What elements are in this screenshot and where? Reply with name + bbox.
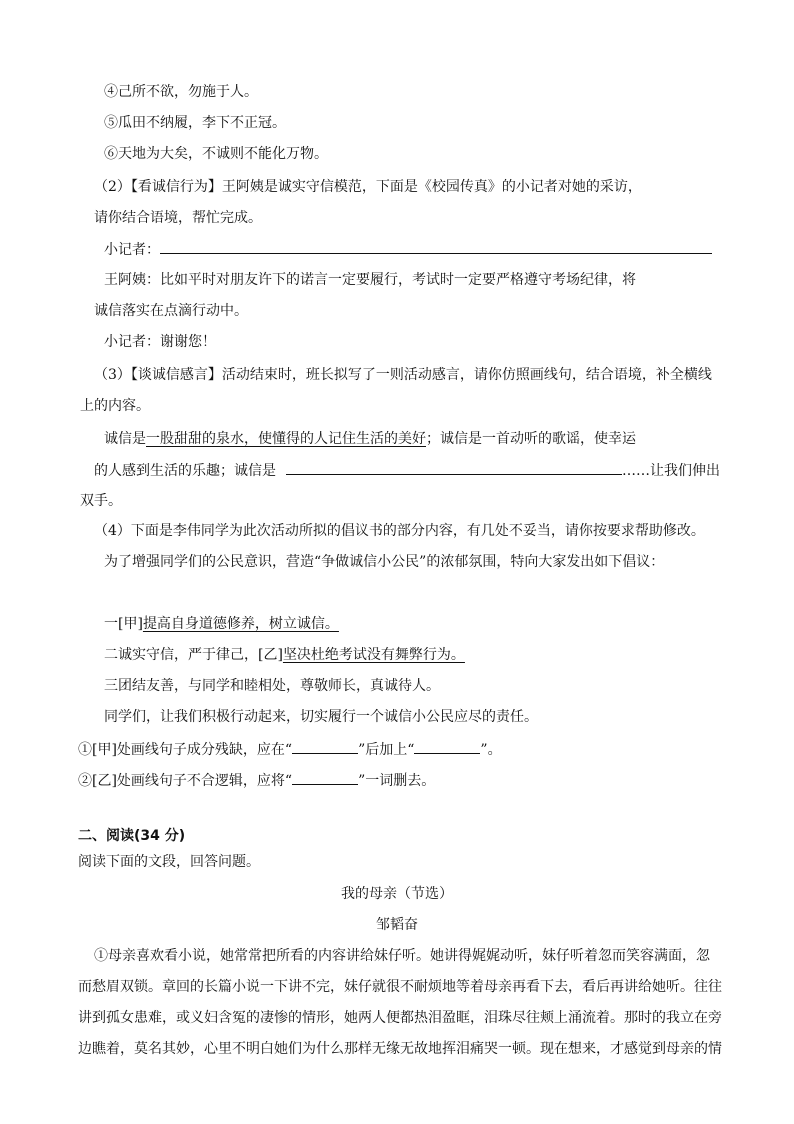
q3-s2-post: ……让我们伸出 bbox=[622, 463, 720, 479]
q4-a1-pre: ①[甲]处画线句子成分残缺，应在“ bbox=[78, 742, 293, 758]
article-title: 我的母亲（节选） bbox=[341, 886, 453, 902]
reporter-answer-blank[interactable] bbox=[160, 239, 712, 254]
q3-line3: 双手。 bbox=[80, 493, 122, 509]
para1-line1: ①母亲喜欢看小说，她常常把所看的内容讲给妹仔听。她讲得娓娓动听，妹仔听着忽而笑容满面，忽 bbox=[94, 948, 710, 964]
q4-answer-2 bbox=[78, 770, 435, 791]
q4-p2-underlined: 坚决杜绝考试没有舞弊行为。 bbox=[282, 647, 465, 663]
para1-line3: 讲到孤女患难，或义妇含冤的凄惨的情形，她两人便都热泪盈眶，泪珠尽往颊上涌流着。那时的我立在旁 bbox=[78, 1010, 722, 1026]
q4-a2-post: ”一词删去。 bbox=[358, 773, 436, 789]
section2-instruction: 阅读下面的文段，回答问题。 bbox=[78, 854, 260, 870]
q4-intro: 为了增强同学们的公民意识，营造“争做诚信小公民”的浓郁氛围，特向大家发出如下倡议： bbox=[104, 554, 665, 570]
q4-a2-pre: ②[乙]处画线句子不合逻辑，应将“ bbox=[78, 773, 293, 789]
q4-proposal-3: 三团结友善，与同学和睦相处，尊敬师长，真诚待人。 bbox=[104, 678, 440, 694]
para1-line4: 边瞧着，莫名其妙，心里不明白她们为什么那样无缘无故地挥泪痛哭一顿。现在想来，才感觉到母亲的情 bbox=[78, 1041, 722, 1057]
section2-heading: 二、阅读(34 分) bbox=[78, 828, 186, 844]
q4-a1-blank-1[interactable] bbox=[292, 739, 358, 754]
q3-fill-line bbox=[94, 460, 720, 481]
q4-a1-blank-2[interactable] bbox=[414, 739, 480, 754]
q4-p1-pre: 一[甲] bbox=[104, 616, 143, 632]
q4-answer-1 bbox=[78, 739, 502, 760]
article-author: 邹韬奋 bbox=[376, 917, 418, 933]
q4-a1-mid: ”后加上“ bbox=[358, 742, 415, 758]
q2-prompt-line2: 请你结合语境，帮忙完成。 bbox=[94, 210, 262, 226]
q3-sample-sentence bbox=[104, 429, 636, 449]
para1-line2: 而愁眉双锁。章回的长篇小说一下讲不完，妹仔就很不耐烦地等着母亲再看下去，看后再讲给她听。往往 bbox=[78, 979, 722, 995]
q4-closing: 同学们，让我们积极行动起来，切实履行一个诚信小公民应尽的责任。 bbox=[104, 709, 538, 725]
q3-prompt-line2: 上的内容。 bbox=[80, 398, 150, 414]
q3-s2-pre: 的人感到生活的乐趣；诚信是 bbox=[94, 463, 276, 479]
q4-proposal-1 bbox=[104, 614, 339, 634]
q2-reporter-question bbox=[104, 239, 712, 260]
q3-s-pre: 诚信是 bbox=[104, 431, 146, 447]
q4-a1-post: ”。 bbox=[480, 742, 502, 758]
q1-item-5: ⑤瓜田不纳履，李下不正冠。 bbox=[104, 115, 286, 131]
q3-prompt-line1: （3）【谈诚信感言】活动结束时，班长拟写了一则活动感言，请你仿照画线句，结合语境，补全横线 bbox=[94, 367, 712, 383]
q4-p1-underlined: 提高自身道德修养，树立诚信。 bbox=[142, 616, 339, 632]
q3-underlined-phrase: 一股甜甜的泉水，使懂得的人记住生活的美好 bbox=[146, 431, 426, 447]
q2-reporter-thanks: 小记者：谢谢您！ bbox=[104, 334, 216, 350]
q4-prompt: （4）下面是李伟同学为此次活动所拟的倡议书的部分内容，有几处不妥当，请你按要求帮助修改。 bbox=[94, 523, 705, 539]
q4-a2-blank[interactable] bbox=[292, 770, 358, 785]
q3-answer-blank[interactable] bbox=[286, 460, 622, 475]
q4-p2-pre: 二诚实守信，严于律己，[乙] bbox=[104, 647, 283, 663]
q2-wang-line2: 诚信落实在点滴行动中。 bbox=[94, 303, 248, 319]
q4-proposal-2 bbox=[104, 645, 465, 665]
q1-item-4: ④己所不欲，勿施于人。 bbox=[104, 84, 258, 100]
q2-prompt-line1: （2）【看诚信行为】王阿姨是诚实守信模范，下面是《校园传真》的小记者对她的采访， bbox=[94, 179, 642, 195]
reporter-label: 小记者： bbox=[104, 242, 160, 258]
q3-s-post: ；诚信是一首动听的歌谣，使幸运 bbox=[426, 431, 636, 447]
q1-item-6: ⑥天地为大矣，不诚则不能化万物。 bbox=[104, 146, 328, 162]
q2-wang-line1: 王阿姨：比如平时对朋友许下的诺言一定要履行，考试时一定要严格遵守考场纪律，将 bbox=[104, 272, 636, 288]
